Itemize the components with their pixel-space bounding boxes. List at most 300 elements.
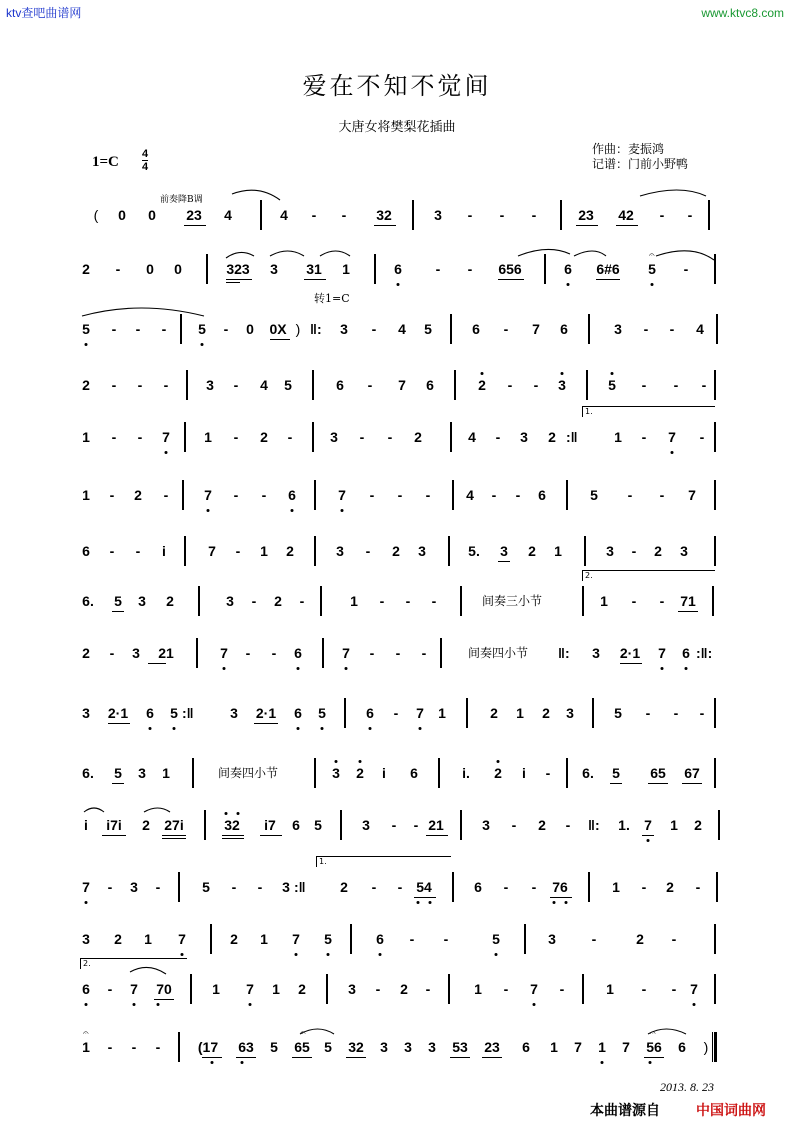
underline xyxy=(482,1057,502,1058)
barline xyxy=(716,314,718,344)
composer-credit: 作曲：麦振鸿 xyxy=(592,142,665,156)
dash: - xyxy=(545,765,551,781)
note: 2 xyxy=(694,817,702,833)
note: 5 xyxy=(318,705,326,721)
note: 2 xyxy=(142,817,150,833)
note: 2 xyxy=(400,981,408,997)
note: 54 xyxy=(416,879,432,895)
low-dot xyxy=(693,1003,696,1006)
score-row-12 xyxy=(78,816,722,846)
dash: - xyxy=(369,487,375,503)
low-dot xyxy=(211,1061,214,1064)
note: 3 xyxy=(680,543,688,559)
note: 31 xyxy=(306,261,322,277)
dash: - xyxy=(641,377,647,393)
barline xyxy=(312,422,314,452)
low-dot xyxy=(327,953,330,956)
dash: - xyxy=(431,593,437,609)
low-dot xyxy=(369,727,372,730)
note: 7 xyxy=(644,817,652,833)
note: 6 xyxy=(82,543,90,559)
dash: - xyxy=(467,207,473,223)
low-dot xyxy=(297,727,300,730)
note: 4 xyxy=(468,429,476,445)
low-dot xyxy=(379,953,382,956)
dash: - xyxy=(499,207,505,223)
note: 3 xyxy=(520,429,528,445)
underline xyxy=(154,999,174,1000)
paren-close: ) xyxy=(703,1039,709,1055)
note: 3 xyxy=(418,543,426,559)
underline xyxy=(450,1057,470,1058)
barline xyxy=(260,200,262,230)
dash: - xyxy=(699,705,705,721)
note: 3 xyxy=(404,1039,412,1055)
low-dot xyxy=(647,839,650,842)
low-dot xyxy=(133,1003,136,1006)
dash: - xyxy=(233,487,239,503)
barline xyxy=(314,758,316,788)
note: 6 xyxy=(522,1039,530,1055)
underline xyxy=(112,783,124,784)
note: 3 xyxy=(282,879,290,895)
note: 6 xyxy=(474,879,482,895)
score-row-7 xyxy=(78,542,722,572)
dash: - xyxy=(257,879,263,895)
note: 3 xyxy=(130,879,138,895)
paren-close: ) xyxy=(295,321,301,337)
note: 6 xyxy=(678,1039,686,1055)
note: 7 xyxy=(130,981,138,997)
dash: - xyxy=(443,931,449,947)
barline xyxy=(350,924,352,954)
low-dot xyxy=(495,953,498,956)
note: 6. xyxy=(82,593,94,609)
barline xyxy=(440,638,442,668)
note: 63 xyxy=(238,1039,254,1055)
barline xyxy=(714,698,716,728)
dash: - xyxy=(503,321,509,337)
low-dot xyxy=(685,667,688,670)
barline xyxy=(452,872,454,902)
dash: - xyxy=(409,931,415,947)
barline xyxy=(448,974,450,1004)
dash: - xyxy=(397,879,403,895)
underline xyxy=(162,838,186,839)
low-dot xyxy=(565,901,568,904)
dash: - xyxy=(107,1039,113,1055)
note: 3 xyxy=(332,765,340,781)
slur xyxy=(574,251,606,256)
underline xyxy=(678,611,698,612)
dash: - xyxy=(233,429,239,445)
note: 7 xyxy=(532,321,540,337)
low-dot xyxy=(429,901,432,904)
note: 7 xyxy=(162,429,170,445)
note: 3 xyxy=(206,377,214,393)
low-dot xyxy=(345,667,348,670)
dash: - xyxy=(643,321,649,337)
dash: - xyxy=(109,487,115,503)
dash: - xyxy=(641,429,647,445)
note: 6 xyxy=(538,487,546,503)
note: 32 xyxy=(224,817,240,833)
note: 32 xyxy=(376,207,392,223)
barline xyxy=(566,480,568,510)
score-row-8 xyxy=(78,592,722,622)
low-dot xyxy=(661,667,664,670)
dash: - xyxy=(627,487,633,503)
barline xyxy=(186,370,188,400)
note: i xyxy=(84,817,88,833)
dash: - xyxy=(531,207,537,223)
low-dot xyxy=(241,1061,244,1064)
barline xyxy=(716,872,718,902)
dash: - xyxy=(163,487,169,503)
underline xyxy=(682,783,702,784)
modulation-label: 转1=C xyxy=(314,292,350,305)
note: 6 xyxy=(560,321,568,337)
note: 53 xyxy=(452,1039,468,1055)
note: 3 xyxy=(82,705,90,721)
barline xyxy=(712,586,714,616)
note: 1 xyxy=(260,543,268,559)
note: 5 xyxy=(114,765,122,781)
dash: - xyxy=(515,487,521,503)
dash: - xyxy=(435,261,441,277)
transcriber-credit: 记谱：门前小野鸭 xyxy=(592,157,689,171)
note: 6 xyxy=(288,487,296,503)
note: 7 xyxy=(690,981,698,997)
underline xyxy=(102,835,126,836)
note: 2 xyxy=(528,543,536,559)
dash: - xyxy=(467,261,473,277)
note: 32 xyxy=(348,1039,364,1055)
note: 23 xyxy=(484,1039,500,1055)
dash: - xyxy=(503,879,509,895)
note: 2 xyxy=(538,817,546,833)
barline xyxy=(714,370,716,400)
dash: - xyxy=(107,879,113,895)
note: 4 xyxy=(696,321,704,337)
underline xyxy=(202,1057,222,1058)
site-watermark-right: www.ktvc8.com xyxy=(701,6,784,20)
dash: - xyxy=(261,487,267,503)
note: 0 xyxy=(146,261,154,277)
barline xyxy=(326,974,328,1004)
score-row-10 xyxy=(78,704,722,734)
dash: - xyxy=(421,645,427,661)
fermata: 𝄐 xyxy=(83,1028,89,1039)
dash: - xyxy=(137,377,143,393)
note: 1 xyxy=(438,705,446,721)
dash: - xyxy=(683,261,689,277)
note: 1 xyxy=(212,981,220,997)
score-row-9 xyxy=(78,644,722,674)
note: i xyxy=(162,543,166,559)
note: 2 xyxy=(274,593,282,609)
low-dot xyxy=(567,283,570,286)
note: 0X xyxy=(269,321,287,337)
note: 1 xyxy=(342,261,350,277)
note: 1 xyxy=(600,593,608,609)
song-subtitle: 大唐女将樊梨花插曲 xyxy=(338,120,456,135)
low-dot xyxy=(341,509,344,512)
dash: - xyxy=(673,705,679,721)
note: i xyxy=(382,765,386,781)
barline xyxy=(714,536,716,566)
note: 65 xyxy=(294,1039,310,1055)
low-dot xyxy=(149,727,152,730)
barline xyxy=(460,586,462,616)
note: 5 xyxy=(608,377,616,393)
note: 6 xyxy=(410,765,418,781)
note: 5 xyxy=(284,377,292,393)
barline xyxy=(178,1032,180,1062)
note: 23 xyxy=(578,207,594,223)
note: 2 xyxy=(478,377,486,393)
barline xyxy=(714,422,716,452)
barline xyxy=(180,314,182,344)
underline xyxy=(260,835,282,836)
note: 2 xyxy=(654,543,662,559)
note: 3 xyxy=(362,817,370,833)
note: 1 xyxy=(204,429,212,445)
note: 6 xyxy=(336,377,344,393)
slur xyxy=(226,252,254,258)
dash: - xyxy=(311,207,317,223)
dash: - xyxy=(645,705,651,721)
dash: - xyxy=(701,377,707,393)
time-denominator: 4 xyxy=(142,161,149,173)
high-dot xyxy=(481,372,484,375)
volta-second: 2. xyxy=(582,570,715,581)
note: 6 xyxy=(366,705,374,721)
low-dot xyxy=(85,343,88,346)
paren-open: ( xyxy=(93,207,99,223)
note: 4 xyxy=(466,487,474,503)
note: 5 xyxy=(612,765,620,781)
dash: - xyxy=(369,645,375,661)
high-dot xyxy=(237,812,240,815)
note: 6 xyxy=(292,817,300,833)
barline xyxy=(312,370,314,400)
low-dot xyxy=(291,509,294,512)
note: 2 xyxy=(134,487,142,503)
barline xyxy=(182,480,184,510)
dash: - xyxy=(495,429,501,445)
low-dot xyxy=(297,667,300,670)
low-dot xyxy=(321,727,324,730)
barline xyxy=(714,254,716,284)
barline xyxy=(314,480,316,510)
note: (17 xyxy=(197,1039,219,1055)
note: 2 xyxy=(666,879,674,895)
underline xyxy=(162,835,186,836)
note: 5 xyxy=(324,1039,332,1055)
dash: - xyxy=(673,377,679,393)
dash: - xyxy=(687,207,693,223)
note: 656 xyxy=(498,261,522,277)
barline xyxy=(452,480,454,510)
note: 2 xyxy=(82,261,90,277)
barline xyxy=(460,810,462,840)
dash: - xyxy=(365,543,371,559)
low-dot xyxy=(223,667,226,670)
dash: - xyxy=(115,261,121,277)
note: 2 xyxy=(82,377,90,393)
note: 2 xyxy=(166,593,174,609)
note: 0 xyxy=(148,207,156,223)
dash: - xyxy=(163,377,169,393)
underline xyxy=(644,1057,664,1058)
note: 5 xyxy=(202,879,210,895)
note: 4 xyxy=(260,377,268,393)
slur xyxy=(144,808,170,812)
interlude-4-bars-a: 间奏四小节 xyxy=(468,646,529,660)
low-dot xyxy=(295,953,298,956)
note: 6 xyxy=(472,321,480,337)
final-barline xyxy=(712,1032,717,1062)
score-row-6 xyxy=(78,486,722,516)
slur xyxy=(320,251,350,256)
score-row-11 xyxy=(78,764,722,794)
underline xyxy=(576,225,598,226)
high-dot xyxy=(611,372,614,375)
barline xyxy=(340,810,342,840)
low-dot xyxy=(249,1003,252,1006)
dash: - xyxy=(271,645,277,661)
note: 7 xyxy=(292,931,300,947)
underline xyxy=(426,835,448,836)
note: 3 xyxy=(548,931,556,947)
slur xyxy=(640,190,706,196)
dash: - xyxy=(395,645,401,661)
barline xyxy=(184,536,186,566)
dash: - xyxy=(135,543,141,559)
note: 3 xyxy=(336,543,344,559)
barline xyxy=(204,810,206,840)
note: 5 xyxy=(492,931,500,947)
note: 67 xyxy=(684,765,700,781)
note: 2·1 xyxy=(107,705,129,721)
barline xyxy=(714,924,716,954)
dash: - xyxy=(223,321,229,337)
underline xyxy=(108,723,130,724)
note: 1 xyxy=(144,931,152,947)
high-dot xyxy=(335,760,338,763)
barline xyxy=(322,638,324,668)
dash: - xyxy=(559,981,565,997)
note: 7 xyxy=(622,1039,630,1055)
barline xyxy=(196,638,198,668)
note: 1 xyxy=(82,429,90,445)
underline xyxy=(616,225,638,226)
underline xyxy=(304,279,326,280)
repeat-start: ‖: xyxy=(588,817,600,833)
note: 76 xyxy=(552,879,568,895)
slur xyxy=(232,190,280,200)
underline xyxy=(498,279,524,280)
note: 5 xyxy=(270,1039,278,1055)
fermata: 𝄐 xyxy=(649,250,655,261)
note: 1 xyxy=(260,931,268,947)
barline xyxy=(544,254,546,284)
note: 21 xyxy=(428,817,444,833)
barline xyxy=(448,536,450,566)
note: 2·1 xyxy=(619,645,641,661)
source-label: 本曲谱源自 xyxy=(590,1103,660,1119)
dash: - xyxy=(699,429,705,445)
barline xyxy=(320,586,322,616)
dash: - xyxy=(413,817,419,833)
dash: - xyxy=(371,321,377,337)
low-dot xyxy=(533,1003,536,1006)
note: 6#6 xyxy=(596,261,620,277)
high-dot xyxy=(359,760,362,763)
underline xyxy=(610,783,622,784)
barline xyxy=(198,586,200,616)
volta-first-b: 1. xyxy=(316,856,451,867)
note: 3 xyxy=(428,1039,436,1055)
underline xyxy=(222,838,244,839)
dash: - xyxy=(233,377,239,393)
note: 2 xyxy=(548,429,556,445)
note: 5 xyxy=(82,321,90,337)
note: 2 xyxy=(82,645,90,661)
note: i xyxy=(522,765,526,781)
song-title: 爱在不知不觉间 xyxy=(302,72,492,100)
barline xyxy=(450,314,452,344)
barline xyxy=(524,924,526,954)
note: 2 xyxy=(230,931,238,947)
volta-first: 1. xyxy=(582,406,715,417)
note: 5 xyxy=(424,321,432,337)
note: 6. xyxy=(82,765,94,781)
dash: - xyxy=(111,377,117,393)
dash: - xyxy=(511,817,517,833)
time-numerator: 4 xyxy=(142,148,149,160)
note: 1 xyxy=(162,765,170,781)
note: 3 xyxy=(380,1039,388,1055)
barline xyxy=(192,758,194,788)
key-signature: 1=C xyxy=(92,154,119,170)
low-dot xyxy=(419,727,422,730)
dash: - xyxy=(641,981,647,997)
note: 3 xyxy=(82,931,90,947)
note: 3 xyxy=(132,645,140,661)
repeat-end: :‖ xyxy=(566,429,578,445)
note: 0 xyxy=(246,321,254,337)
dash: - xyxy=(391,817,397,833)
barline xyxy=(450,422,452,452)
barline xyxy=(586,370,588,400)
dash: - xyxy=(135,321,141,337)
dash: - xyxy=(425,981,431,997)
dash: - xyxy=(491,487,497,503)
dash: - xyxy=(641,879,647,895)
interlude-4-bars-b: 间奏四小节 xyxy=(218,766,279,780)
note: 2 xyxy=(356,765,364,781)
note: 3 xyxy=(558,377,566,393)
high-dot xyxy=(497,760,500,763)
repeat-start: ‖: xyxy=(310,321,322,337)
note: 5 xyxy=(114,593,122,609)
note: 6 xyxy=(376,931,384,947)
dash: - xyxy=(341,207,347,223)
note: 2 xyxy=(298,981,306,997)
dash: - xyxy=(161,321,167,337)
